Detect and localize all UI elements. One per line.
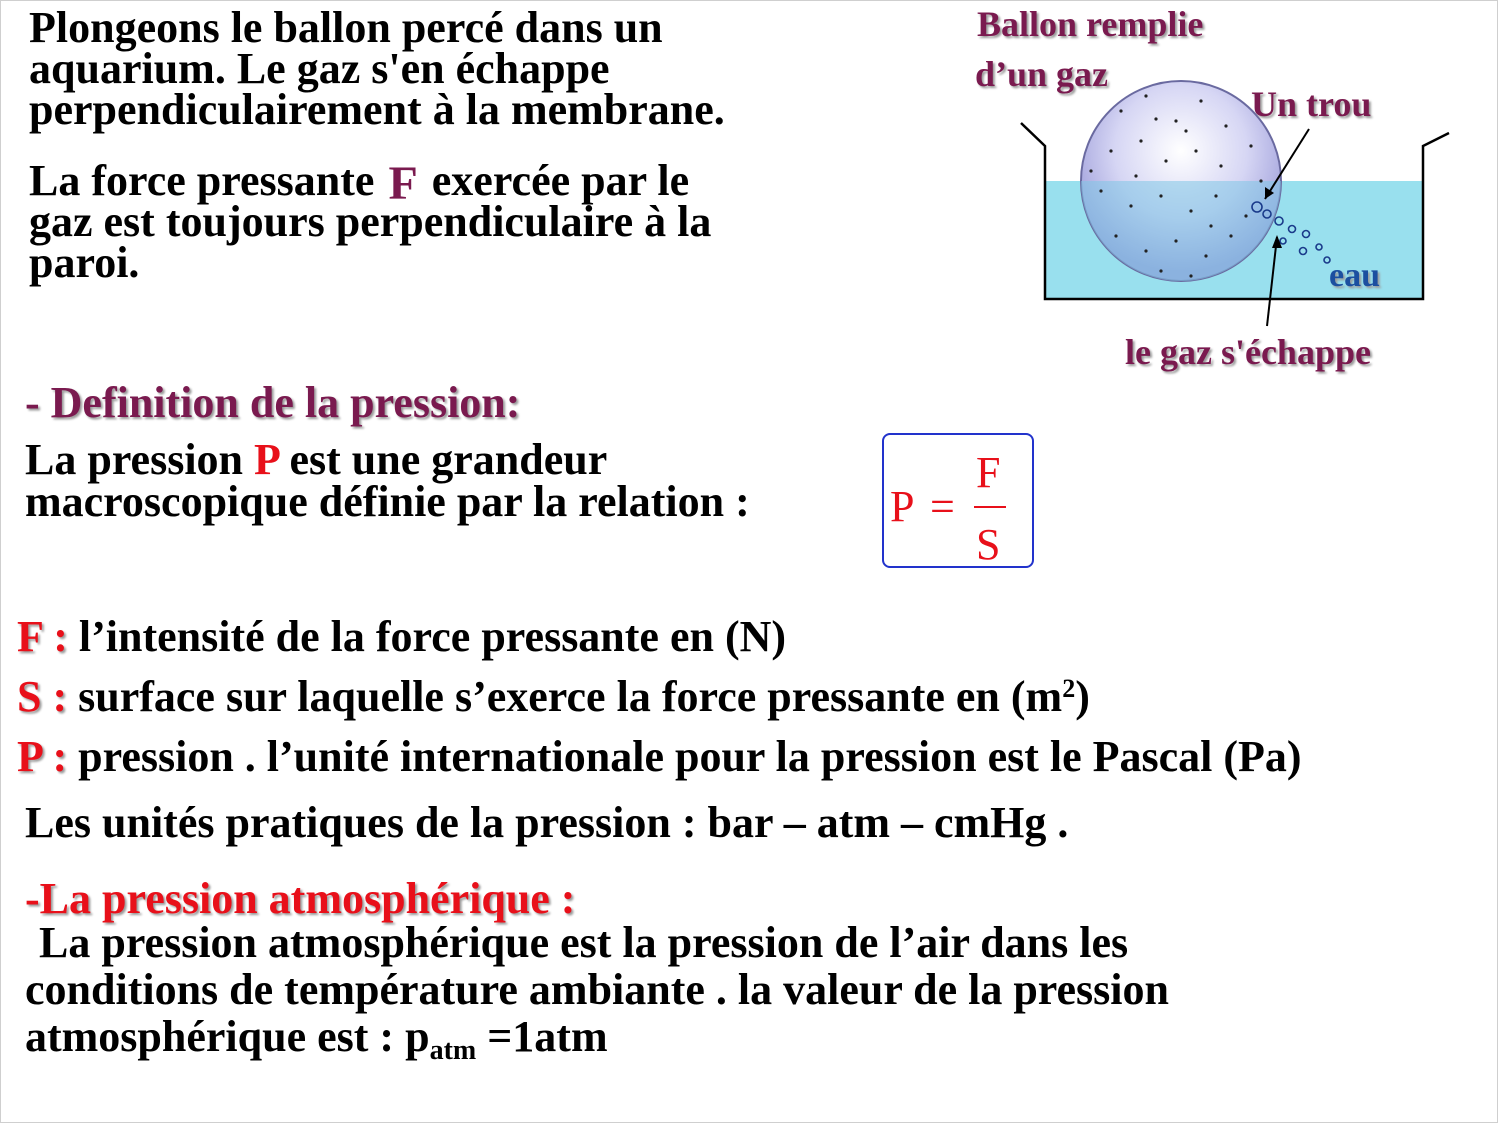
formula-numerator: F [976,448,1001,497]
formula-lhs: P [890,482,915,531]
escape-label: le gaz s'échappe [1125,332,1371,372]
variable-p [17,731,1302,782]
hole-label: Un trou [1251,84,1372,124]
variable-f-label: F : [17,612,68,661]
intro-line-1: Plongeons le ballon percé dans un [29,3,663,52]
definition-body [25,435,750,526]
atmospheric-sub: atm [429,1035,477,1066]
atmospheric-text-b: =1atm [476,1012,608,1061]
atmospheric-line-3 [25,1013,1169,1074]
definition-text-b: est une grandeur [289,435,608,484]
formula [884,435,1034,567]
force-paragraph [29,156,712,287]
variable-f-text: l’intensité de la force pressante en (N) [78,612,787,661]
variable-s-text: surface sur laquelle s’exerce la force pressante en (m [78,672,1063,721]
variable-s-sup: 2 [1062,674,1076,703]
atmospheric-line-2: conditions de température ambiante . la valeur de la pression [25,965,1169,1014]
intro-line-2: aquarium. Le gaz s'en échappe [29,44,610,93]
formula-box [882,433,1034,568]
force-line-3: paroi. [29,238,140,287]
formula-denominator: S [976,520,1001,567]
variable-s [17,671,1090,722]
atmospheric-text-a: atmosphérique est : p [25,1012,430,1061]
balloon-label-2: d’un gaz [975,54,1109,94]
variable-p-text: pression . l’unité internationale pour la pression est le Pascal (Pa) [78,732,1302,781]
atmospheric-heading: -La pression atmosphérique : [25,874,576,923]
force-symbol: F [388,157,418,210]
formula-equals: = [930,482,955,531]
variable-s-after: ) [1075,672,1090,721]
variable-s-label: S : [17,672,68,721]
force-line-2: gaz est toujours perpendiculaire à la [29,197,712,246]
balloon-label-1: Ballon remplie [977,4,1204,44]
variable-f [17,611,786,662]
water-label: eau [1329,257,1380,294]
force-text-b: exercée par le [431,156,690,205]
variable-p-label: P : [17,732,68,781]
definition-line-2: macroscopique définie par la relation : [25,477,750,526]
intro-line-3: perpendiculairement à la membrane. [29,85,725,134]
force-line-1 [29,156,711,210]
force-text-a: La force pressante [29,156,375,205]
definition-line-1 [25,435,750,484]
atmospheric-line-1: La pression atmosphérique est la pression de l’air dans les [39,918,1129,967]
atmospheric-body [25,919,1169,1074]
intro-paragraph [29,3,725,134]
definition-text-a: La pression [25,435,244,484]
definition-p-symbol: P [254,435,279,484]
definition-heading: - Definition de la pression: [25,378,521,427]
units-line: Les unités pratiques de la pression : bar – atm – cmHg . [25,798,1069,847]
